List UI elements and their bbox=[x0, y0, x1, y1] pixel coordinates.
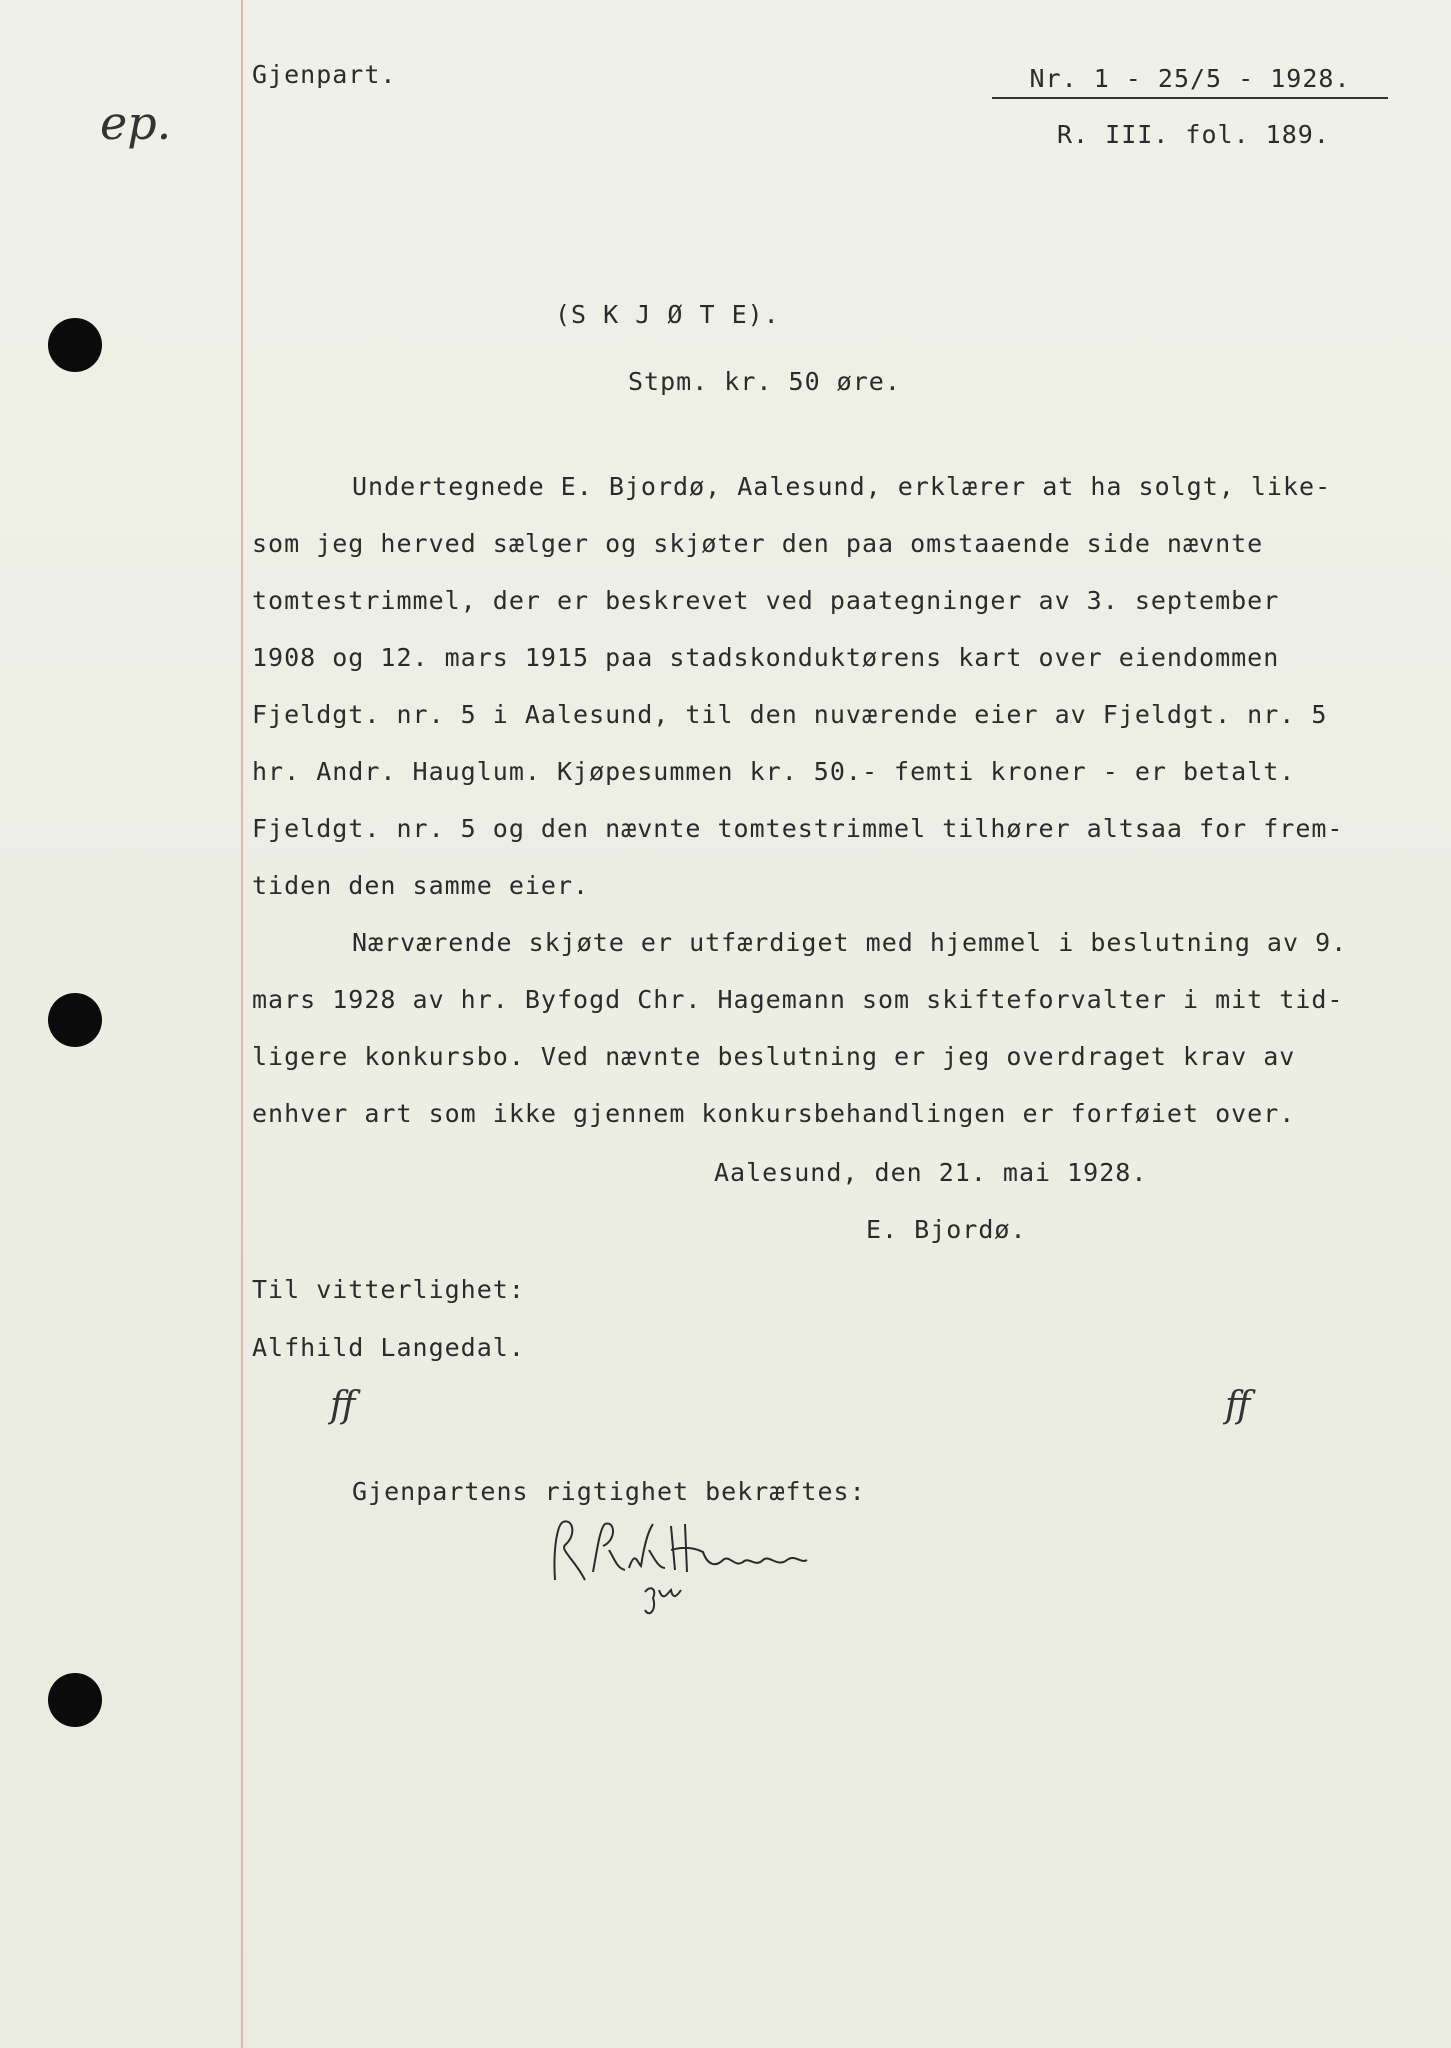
document-title: (S K J Ø T E). bbox=[555, 300, 780, 329]
witness-label: Til vitterlighet: bbox=[252, 1275, 525, 1304]
stamp-duty: Stpm. kr. 50 øre. bbox=[628, 367, 901, 396]
text-line: hr. Andr. Hauglum. Kjøpesummen kr. 50.- femti kroner - er betalt. bbox=[252, 757, 1296, 786]
witness-mark-right: ff bbox=[1225, 1385, 1251, 1426]
margin-initials: ep. bbox=[100, 96, 172, 150]
witness-mark-left: ff bbox=[330, 1385, 356, 1426]
text-line: enhver art som ikke gjennem konkursbehandlingen er forføiet over. bbox=[252, 1099, 1296, 1128]
folio-reference: R. III. fol. 189. bbox=[1057, 120, 1330, 149]
text-line: ligere konkursbo. Ved nævnte beslutning er jeg overdraget krav av bbox=[252, 1042, 1296, 1071]
handwritten-signature bbox=[545, 1510, 815, 1624]
witness-name: Alfhild Langedal. bbox=[252, 1333, 525, 1362]
registry-number: Nr. 1 - 25/5 - 1928. bbox=[992, 64, 1388, 99]
text-line: tiden den samme eier. bbox=[252, 871, 590, 900]
text-line: mars 1928 av hr. Byfogd Chr. Hagemann som skifteforvalter i mit tid- bbox=[252, 985, 1344, 1014]
punch-hole-top bbox=[48, 318, 102, 372]
place-date: Aalesund, den 21. mai 1928. bbox=[714, 1158, 1148, 1187]
red-margin-line bbox=[241, 0, 243, 2048]
text-line: Nærværende skjøte er utfærdiget med hjemmel i beslutning av 9. bbox=[352, 928, 1348, 957]
certification-text: Gjenpartens rigtighet bekræftes: bbox=[352, 1477, 866, 1506]
text-line: Undertegnede E. Bjordø, Aalesund, erklærer at ha solgt, like- bbox=[352, 472, 1332, 501]
punch-hole-middle bbox=[48, 993, 102, 1047]
text-line: Fjeldgt. nr. 5 og den nævnte tomtestrimmel tilhører altsaa for frem- bbox=[252, 814, 1344, 843]
signer-name: E. Bjordø. bbox=[866, 1215, 1027, 1244]
text-line: Fjeldgt. nr. 5 i Aalesund, til den nuværende eier av Fjeldgt. nr. 5 bbox=[252, 700, 1328, 729]
text-line: 1908 og 12. mars 1915 paa stadskonduktørens kart over eiendommen bbox=[252, 643, 1280, 672]
punch-hole-bottom bbox=[48, 1673, 102, 1727]
text-line: som jeg herved sælger og skjøter den paa omstaaende side nævnte bbox=[252, 529, 1264, 558]
text-line: tomtestrimmel, der er beskrevet ved paategninger av 3. september bbox=[252, 586, 1280, 615]
copy-label: Gjenpart. bbox=[252, 60, 397, 89]
